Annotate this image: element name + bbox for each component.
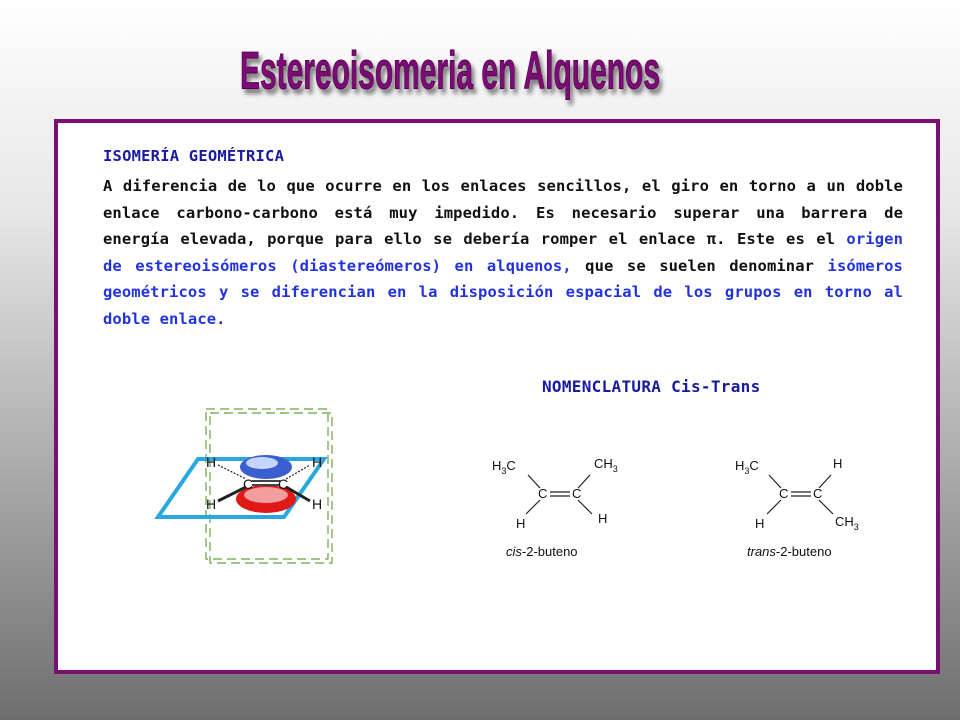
cis-2-butene-structure — [478, 448, 648, 568]
cis-h1-label: H — [516, 516, 526, 531]
cis-c2-label: C — [572, 486, 582, 501]
trans-caption: trans-2-buteno — [747, 544, 832, 559]
pi-atom-h-2: H — [312, 454, 323, 470]
content-box — [54, 119, 940, 674]
paragraph-highlight-1: origen de estereoisómeros (diastereómeros) en alquenos, — [103, 230, 903, 275]
pi-atom-c-1: C — [243, 476, 254, 492]
cis-c1-label: C — [538, 486, 548, 501]
cis-h3c-label: $H_3C$ — [492, 458, 516, 476]
paragraph-text-2: que se suelen denominar — [571, 256, 828, 275]
trans-h3c-label: $H_3C$ — [735, 458, 759, 476]
nomenclature-title: NOMENCLATURA Cis-Trans — [542, 377, 761, 396]
trans-c2-label: C — [813, 486, 823, 501]
trans-ch3-label: $CH_3$ — [835, 514, 859, 532]
pi-atom-c-2: C — [278, 476, 289, 492]
pi-atom-h-4: H — [312, 496, 323, 512]
paragraph-highlight-2: isómeros geométricos y se diferencian en la disposición espacial de los grupos en torno al doble enlace. — [103, 256, 903, 328]
slide-title-text: Estereoisomeria en Alquenos — [239, 41, 660, 101]
paragraph-text-1: A diferencia de lo que ocurre en los enlaces sencillos, el giro en torno a un doble enlace carbono-carbono está muy impedido. Es necesario superar una barrera de energía elevada, porque para ello se debería romper el enlace π. Este es el — [103, 177, 903, 249]
pi-atom-h-3: H — [206, 496, 217, 512]
pi-atom-h-1: H — [206, 454, 217, 470]
pi-bond-diagram — [148, 403, 348, 573]
cis-caption: cis-2-buteno — [506, 544, 578, 559]
cis-h2-label: H — [598, 511, 608, 526]
trans-h-bottom-label: H — [755, 516, 765, 531]
trans-c1-label: C — [779, 486, 789, 501]
cis-ch3-label: $CH_3$ — [594, 456, 618, 474]
trans-2-butene-structure — [723, 448, 893, 568]
slide-title — [230, 38, 670, 108]
section-heading: ISOMERÍA GEOMÉTRICA — [103, 147, 285, 165]
trans-h-top-label: H — [833, 456, 843, 471]
intro-paragraph — [103, 173, 903, 333]
